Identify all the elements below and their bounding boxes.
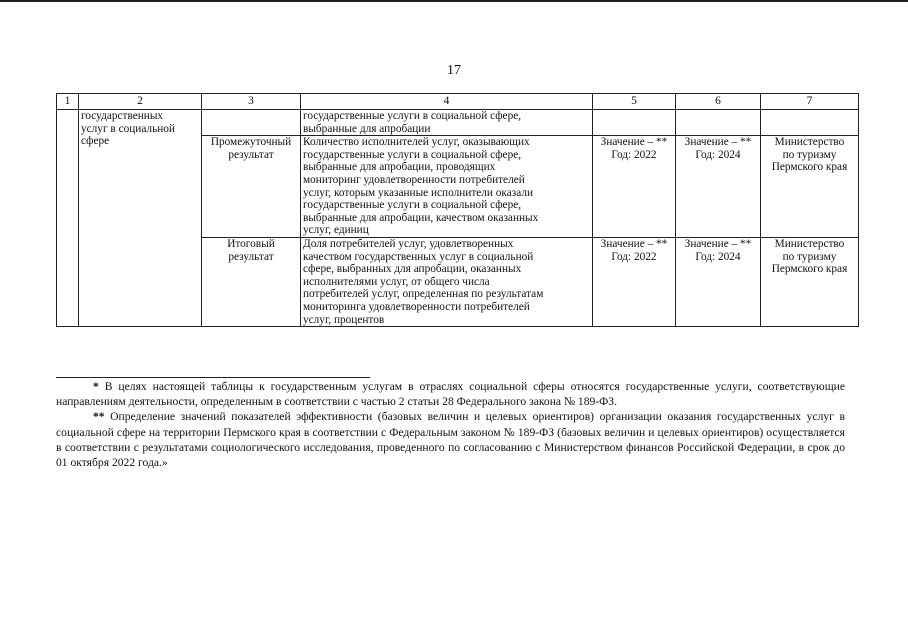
cell-text-line: государственные услуги в социальной сфере, [303,148,522,161]
footnote-text: В целях настоящей таблицы к государственным услугам в отраслях социальной сферы относятся государственные услуги, соответствующие направлениям деятельности, определенным в соответствии с частью 2 статьи 28 Федерального закона № 189-ФЗ. [56,380,845,409]
cell-text-line: выбранные для апробации, качеством оказанных [303,211,539,224]
cell-text-line: государственные услуги в социальной сфере, [303,199,522,212]
column-number: 3 [202,94,301,110]
cell-col7-responsible [761,136,859,238]
footnotes [56,379,845,470]
cell-text-line: сфере [81,135,110,148]
footnote-marker: ** [93,410,105,424]
cell-col6 [676,110,761,136]
page-number: 17 [447,63,461,78]
cell-text-line: Год: 2022 [611,250,657,263]
footnote [56,379,845,409]
cell-col1 [57,110,79,327]
top-scan-border [0,0,908,2]
cell-text-line: Итоговый [227,237,275,250]
cell-text-line: услуг в социальной [81,122,175,135]
cell-col5 [593,110,676,136]
column-number: 5 [593,94,676,110]
column-number-row [57,94,859,110]
cell-text-line: потребителей услуг, определенная по результатам [303,288,544,301]
cell-text-line: Промежуточный [210,136,292,149]
cell-text-line: Значение – ** [600,136,668,149]
cell-text-line: по туризму [782,250,837,263]
footnote [56,409,845,470]
column-number: 7 [761,94,859,110]
cell-col5-base-value [593,237,676,326]
cell-text-line: сфере, выбранных для апробации, оказанных [303,263,522,276]
cell-text-line: услуг, единиц [303,224,369,237]
cell-text-line: Пермского края [771,161,848,174]
column-number: 6 [676,94,761,110]
cell-text-line: услуг, которым указанные исполнители оказали [303,186,534,199]
cell-col7 [761,110,859,136]
cell-text-line: Год: 2024 [695,250,741,263]
cell-col4-indicator [301,136,593,238]
table-row [57,110,859,136]
cell-text-line: услуг, процентов [303,313,385,326]
cell-text-line: результат [228,250,274,263]
cell-text-line: государственные услуги в социальной сфере, [303,110,522,122]
cell-col2-service-name [79,110,202,327]
cell-col6-target-value [676,136,761,238]
cell-text-line: Значение – ** [684,136,752,149]
column-number: 2 [79,94,202,110]
cell-text-line: государственных [81,110,164,122]
cell-text-line: качеством государственных услуг в социальной [303,250,534,263]
footnote-separator [56,377,370,378]
cell-col4-indicator [301,237,593,326]
cell-text-line: Год: 2024 [695,148,741,161]
footnote-text: Определение значений показателей эффективности (базовых величин и целевых ориентиров) организации оказания государственных услуг в социальной сфере на территории Пермского края в соответствии с Федеральным законом № 189-ФЗ (базовых величин и целевых ориентиров) осуществляется в соответствии с результатами социологического исследования, проведенного по согласованию с Министерством финансов Российской Федерации, в срок до 01 октября 2022 года.» [56,410,845,470]
cell-text-line: Министерство [774,136,845,149]
cell-text-line: Доля потребителей услуг, удовлетворенных [303,237,514,250]
cell-text-line: Значение – ** [600,237,668,250]
cell-col3 [202,110,301,136]
cell-text-line: выбранные для апробации, проводящих [303,161,496,174]
cell-col3-result-type [202,136,301,238]
cell-text-line: мониторинг удовлетворенности потребителей [303,173,525,186]
cell-text-line: Год: 2022 [611,148,657,161]
cell-text-line: Пермского края [771,263,848,276]
footnote-marker: * [93,380,99,393]
cell-text-line: по туризму [782,148,837,161]
column-number: 1 [57,94,79,110]
cell-col7-responsible [761,237,859,326]
cell-text-line: результат [228,148,274,161]
cell-col5-base-value [593,136,676,238]
cell-text-line: выбранные для апробации [303,122,431,135]
results-table [56,93,859,327]
cell-text-line: мониторинга удовлетворенности потребителей [303,300,530,313]
cell-col6-target-value [676,237,761,326]
cell-text-line: исполнителями услуг, от общего числа [303,275,490,288]
column-number: 4 [301,94,593,110]
cell-col3-result-type [202,237,301,326]
cell-text-line: Значение – ** [684,237,752,250]
cell-text-line: Министерство [774,237,845,250]
cell-col4-indicator [301,110,593,136]
cell-text-line: Количество исполнителей услуг, оказывающих [303,136,530,149]
